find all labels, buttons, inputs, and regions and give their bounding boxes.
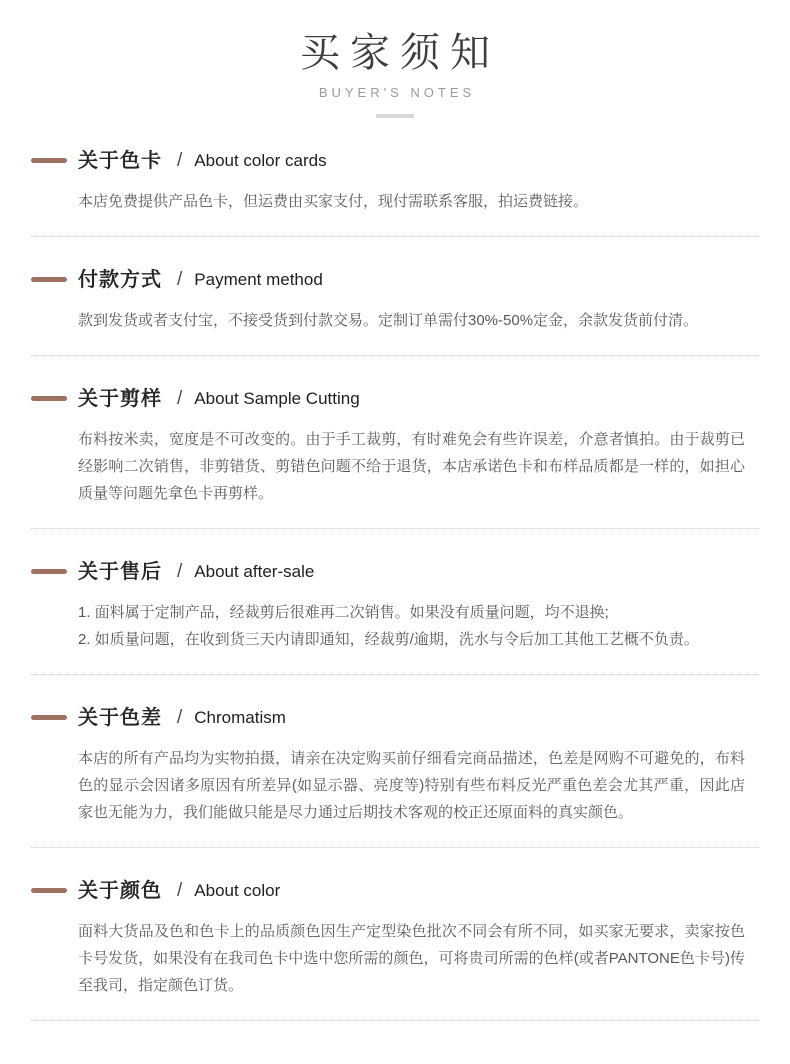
section-body [0, 585, 790, 653]
section-title-en: Payment method [194, 270, 323, 289]
section-title-en: About Sample Cutting [194, 389, 360, 408]
section-title-separator: / [177, 561, 183, 582]
section-chromatism [0, 675, 790, 848]
section-body [0, 293, 790, 334]
page-subtitle: BUYER'S NOTES [318, 85, 476, 100]
section-accent-dash [31, 888, 67, 893]
section-body [0, 412, 790, 507]
section-paragraph: 2. 如质量问题，在收到货三天内请即通知，经裁剪/逾期，洗水与令后加工其他工艺概不负责。 [78, 631, 699, 648]
section-title-separator: / [177, 880, 183, 901]
section-about-color [0, 848, 790, 1021]
section-body [0, 731, 790, 826]
section-title-zh: 关于色差 [78, 707, 162, 729]
page-header [0, 0, 790, 118]
section-paragraph: 1. 面料属于定制产品，经裁剪后很难再二次销售。如果没有质量问题，均不退换; [78, 604, 609, 621]
section-title-en: About after-sale [194, 562, 315, 581]
section-accent-dash [31, 715, 67, 720]
section-payment-method [0, 237, 790, 356]
section-title-zh: 关于售后 [78, 561, 162, 583]
section-header [0, 386, 790, 412]
section-title-separator: / [177, 707, 183, 728]
section-title-zh: 关于色卡 [78, 150, 162, 172]
section-title-en: About color cards [194, 151, 327, 170]
section-title-separator: / [177, 150, 183, 171]
section-accent-dash [31, 158, 67, 163]
section-paragraph: 款到发货或者支付宝，不接受货到付款交易。定制订单需付30%-50%定金，余款发货前付清。 [78, 312, 699, 329]
section-paragraph: 本店的所有产品均为实物拍摄，请亲在决定购买前仔细看完商品描述，色差是网购不可避免的，布料色的显示会因诸多原因有所差异(如显示器、亮度等)特别有些布料反光严重色差会尤其严重，因此店家也无能为力，我们能做只能是尽力通过后期技术客观的校正还原面料的真实颜色。 [78, 750, 745, 821]
section-about-color-cards [0, 118, 790, 237]
section-title-zh: 关于剪样 [78, 388, 162, 410]
section-about-sample-cutting [0, 356, 790, 529]
section-header [0, 148, 790, 174]
dotted-divider [31, 1020, 759, 1021]
section-title-separator: / [177, 388, 183, 409]
section-accent-dash [31, 569, 67, 574]
section-body [0, 904, 790, 999]
page-title: 买家须知 [300, 31, 500, 75]
section-title-zh: 关于颜色 [78, 880, 162, 902]
section-title-en: Chromatism [194, 708, 286, 727]
section-paragraph: 布料按米卖，宽度是不可改变的。由于手工裁剪，有时难免会有些许误差，介意者慎拍。由于裁剪已经影响二次销售，非剪错货、剪错色问题不给于退货，本店承诺色卡和布样品质都是一样的，如担心质量等问题先拿色卡再剪样。 [78, 431, 745, 502]
section-header [0, 705, 790, 731]
section-accent-dash [31, 277, 67, 282]
section-body [0, 174, 790, 215]
section-header [0, 559, 790, 585]
section-title-zh: 付款方式 [78, 269, 162, 291]
section-paragraph: 面料大货品及色和色卡上的品质颜色因生产定型染色批次不同会有所不同，如买家无要求，卖家按色卡号发货，如果没有在我司色卡中选中您所需的颜色，可将贵司所需的色样(或者PANTONE色卡号)传至我司，指定颜色订货。 [78, 923, 745, 994]
section-title-separator: / [177, 269, 183, 290]
section-accent-dash [31, 396, 67, 401]
section-paragraph: 本店免费提供产品色卡，但运费由买家支付，现付需联系客服，拍运费链接。 [78, 193, 589, 210]
section-header [0, 267, 790, 293]
section-about-after-sale [0, 529, 790, 675]
section-title-en: About color [194, 881, 281, 900]
section-header [0, 878, 790, 904]
